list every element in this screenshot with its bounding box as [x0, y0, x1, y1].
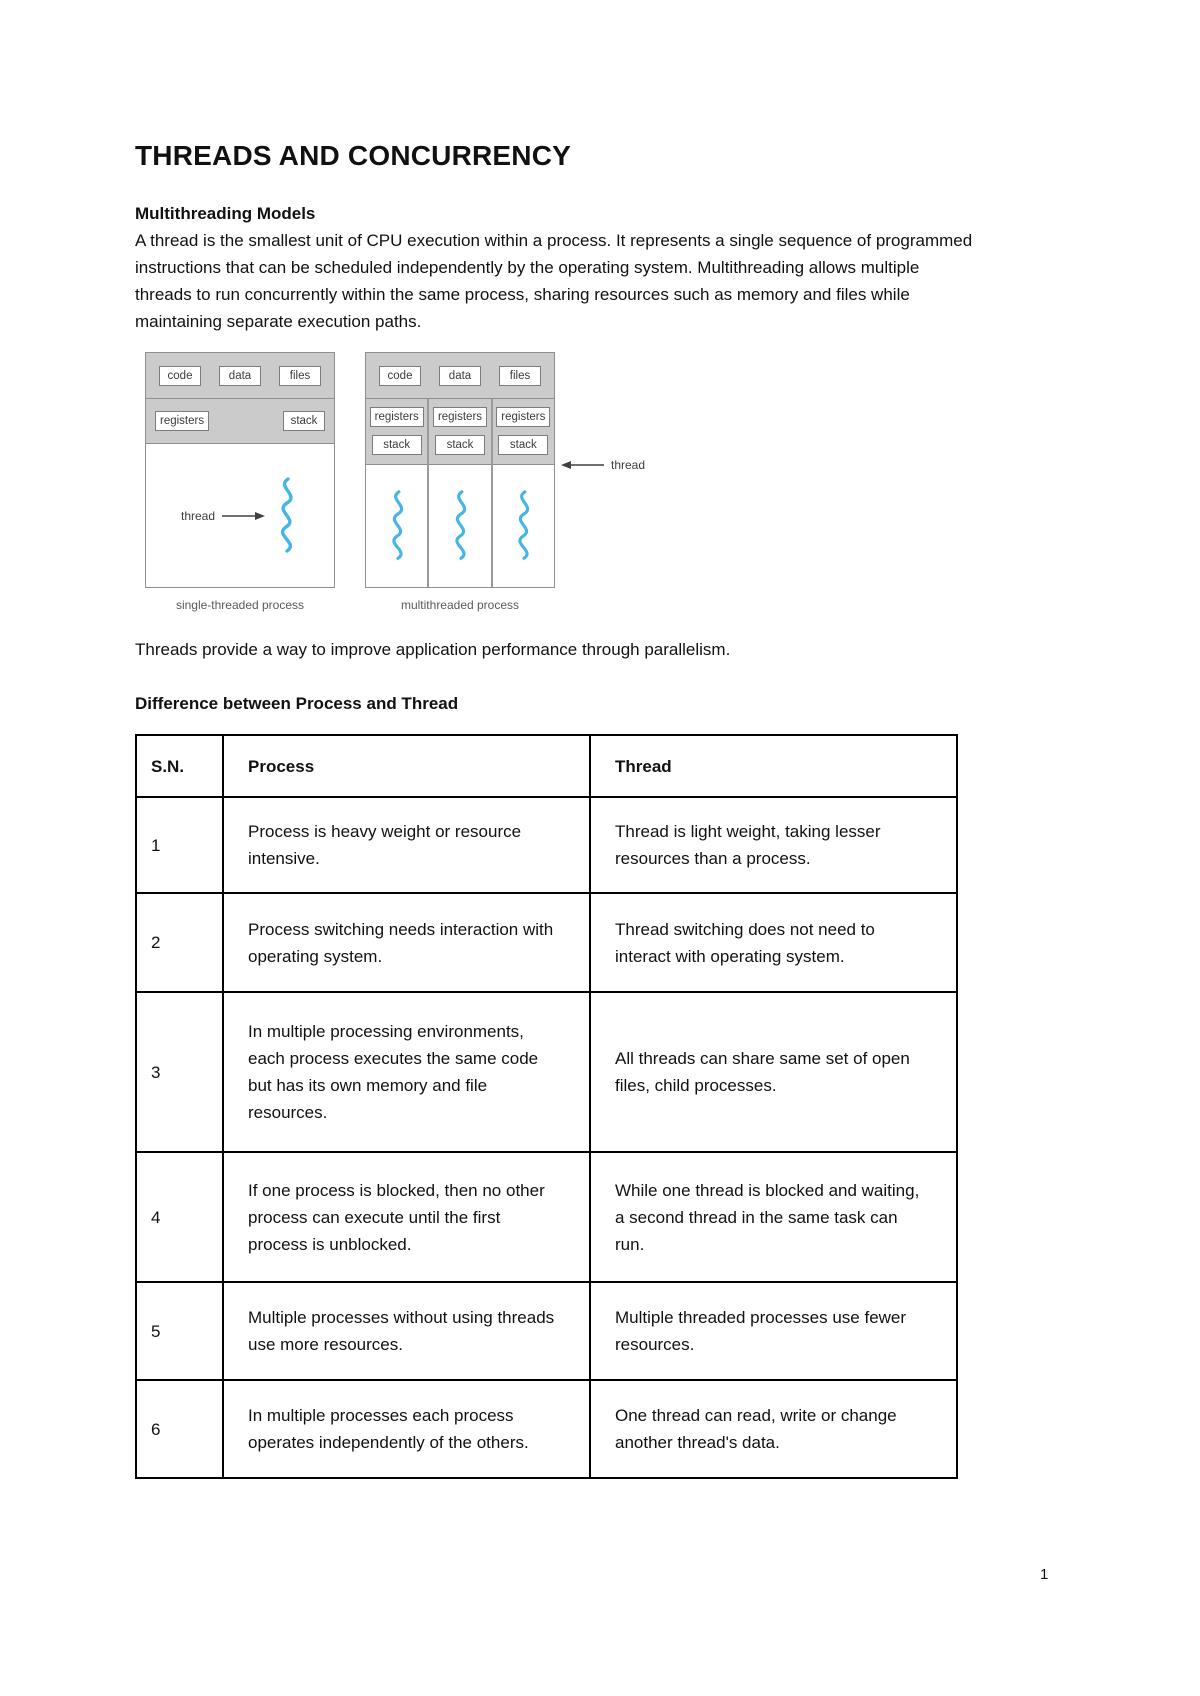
sn-cell: 5: [136, 1282, 223, 1380]
process-cell: Process is heavy weight or resource intensive.: [223, 797, 590, 893]
sn-cell: 3: [136, 992, 223, 1152]
thread-column: [493, 399, 554, 587]
process-thread-diagram: [145, 352, 973, 612]
table-row: [136, 1152, 957, 1282]
thread-cell: Multiple threaded processes use fewer resources.: [590, 1282, 957, 1380]
sn-cell: 4: [136, 1152, 223, 1282]
thread-column-body: [429, 465, 490, 587]
process-cell: Multiple processes without using threads use more resources.: [223, 1282, 590, 1380]
thread-column: [429, 399, 492, 587]
table-row: [136, 992, 957, 1152]
column-header-thread: Thread: [590, 735, 957, 797]
column-header-process: Process: [223, 735, 590, 797]
thread-squiggle-icon: [384, 489, 410, 563]
stack-box: stack: [283, 411, 325, 431]
data-box: data: [219, 366, 261, 386]
arrow-left-icon: [560, 460, 604, 470]
sn-cell: 6: [136, 1380, 223, 1478]
page-title: THREADS AND CONCURRENCY: [135, 140, 572, 171]
parallelism-note: Threads provide a way to improve application performance through parallelism.: [135, 640, 731, 659]
files-box: files: [279, 366, 321, 386]
single-top-strip: [146, 353, 334, 399]
stack-box: stack: [498, 435, 548, 455]
thread-cell: One thread can read, write or change another thread's data.: [590, 1380, 957, 1478]
multithreading-paragraph: A thread is the smallest unit of CPU execution within a process. It represents a single sequence of programmed instructions that can be scheduled independently by the operating system. Multithreading allows multiple threads to run concurrently within the same process, sharing resources such as memory and files while maintaining separate execution paths.: [135, 231, 973, 331]
table-row: [136, 797, 957, 893]
process-cell: In multiple processes each process operates independently of the others.: [223, 1380, 590, 1478]
stack-box: stack: [372, 435, 422, 455]
thread-column-body: [493, 465, 554, 587]
thread-label: thread: [180, 508, 216, 523]
process-thread-table: [135, 734, 958, 1479]
process-cell: If one process is blocked, then no other process can execute until the first process is unblocked.: [223, 1152, 590, 1282]
arrow-right-icon: [222, 511, 266, 521]
registers-box: registers: [496, 407, 550, 427]
single-threaded-figure: [145, 352, 335, 612]
sn-cell: 1: [136, 797, 223, 893]
page-number: 1: [1040, 1566, 1049, 1583]
registers-box: registers: [370, 407, 424, 427]
column-header-sn: S.N.: [136, 735, 223, 797]
thread-column-registers-stack: [493, 399, 554, 465]
single-thread-area: [146, 444, 334, 587]
document-content: [135, 140, 973, 1479]
section-heading-difference: Difference between Process and Thread: [135, 694, 459, 713]
multithreaded-figure: [365, 352, 646, 612]
thread-column-registers-stack: [429, 399, 490, 465]
thread-columns: [366, 399, 554, 587]
thread-pointer: [560, 458, 645, 472]
thread-squiggle-icon: [447, 489, 473, 563]
thread-column: [366, 399, 429, 587]
thread-cell: Thread is light weight, taking lesser resources than a process.: [590, 797, 957, 893]
thread-squiggle-icon: [273, 476, 299, 556]
registers-box: registers: [433, 407, 487, 427]
files-box: files: [499, 366, 541, 386]
table-header-row: [136, 735, 957, 797]
sn-cell: 2: [136, 893, 223, 992]
code-box: code: [379, 366, 421, 386]
single-mid-strip: [146, 399, 334, 444]
thread-squiggle-icon: [510, 489, 536, 563]
multi-top-strip: [366, 353, 554, 399]
single-threaded-process-box: [145, 352, 335, 588]
table-row: [136, 893, 957, 992]
thread-column-body: [366, 465, 427, 587]
thread-cell: While one thread is blocked and waiting, a second thread in the same task can run.: [590, 1152, 957, 1282]
process-cell: Process switching needs interaction with operating system.: [223, 893, 590, 992]
table-row: [136, 1380, 957, 1478]
table-row: [136, 1282, 957, 1380]
thread-label: thread: [611, 458, 646, 472]
stack-box: stack: [435, 435, 485, 455]
multithreaded-caption: multithreaded process: [400, 598, 520, 612]
single-threaded-caption: single-threaded process: [175, 598, 305, 612]
data-box: data: [439, 366, 481, 386]
process-cell: In multiple processing environments, each process executes the same code but has its own memory and file resources.: [223, 992, 590, 1152]
section-heading-multithreading-models: Multithreading Models: [135, 204, 316, 223]
thread-cell: Thread switching does not need to interact with operating system.: [590, 893, 957, 992]
thread-column-registers-stack: [366, 399, 427, 465]
multithreaded-process-box: [365, 352, 555, 588]
thread-cell: All threads can share same set of open files, child processes.: [590, 992, 957, 1152]
registers-box: registers: [155, 411, 209, 431]
code-box: code: [159, 366, 201, 386]
